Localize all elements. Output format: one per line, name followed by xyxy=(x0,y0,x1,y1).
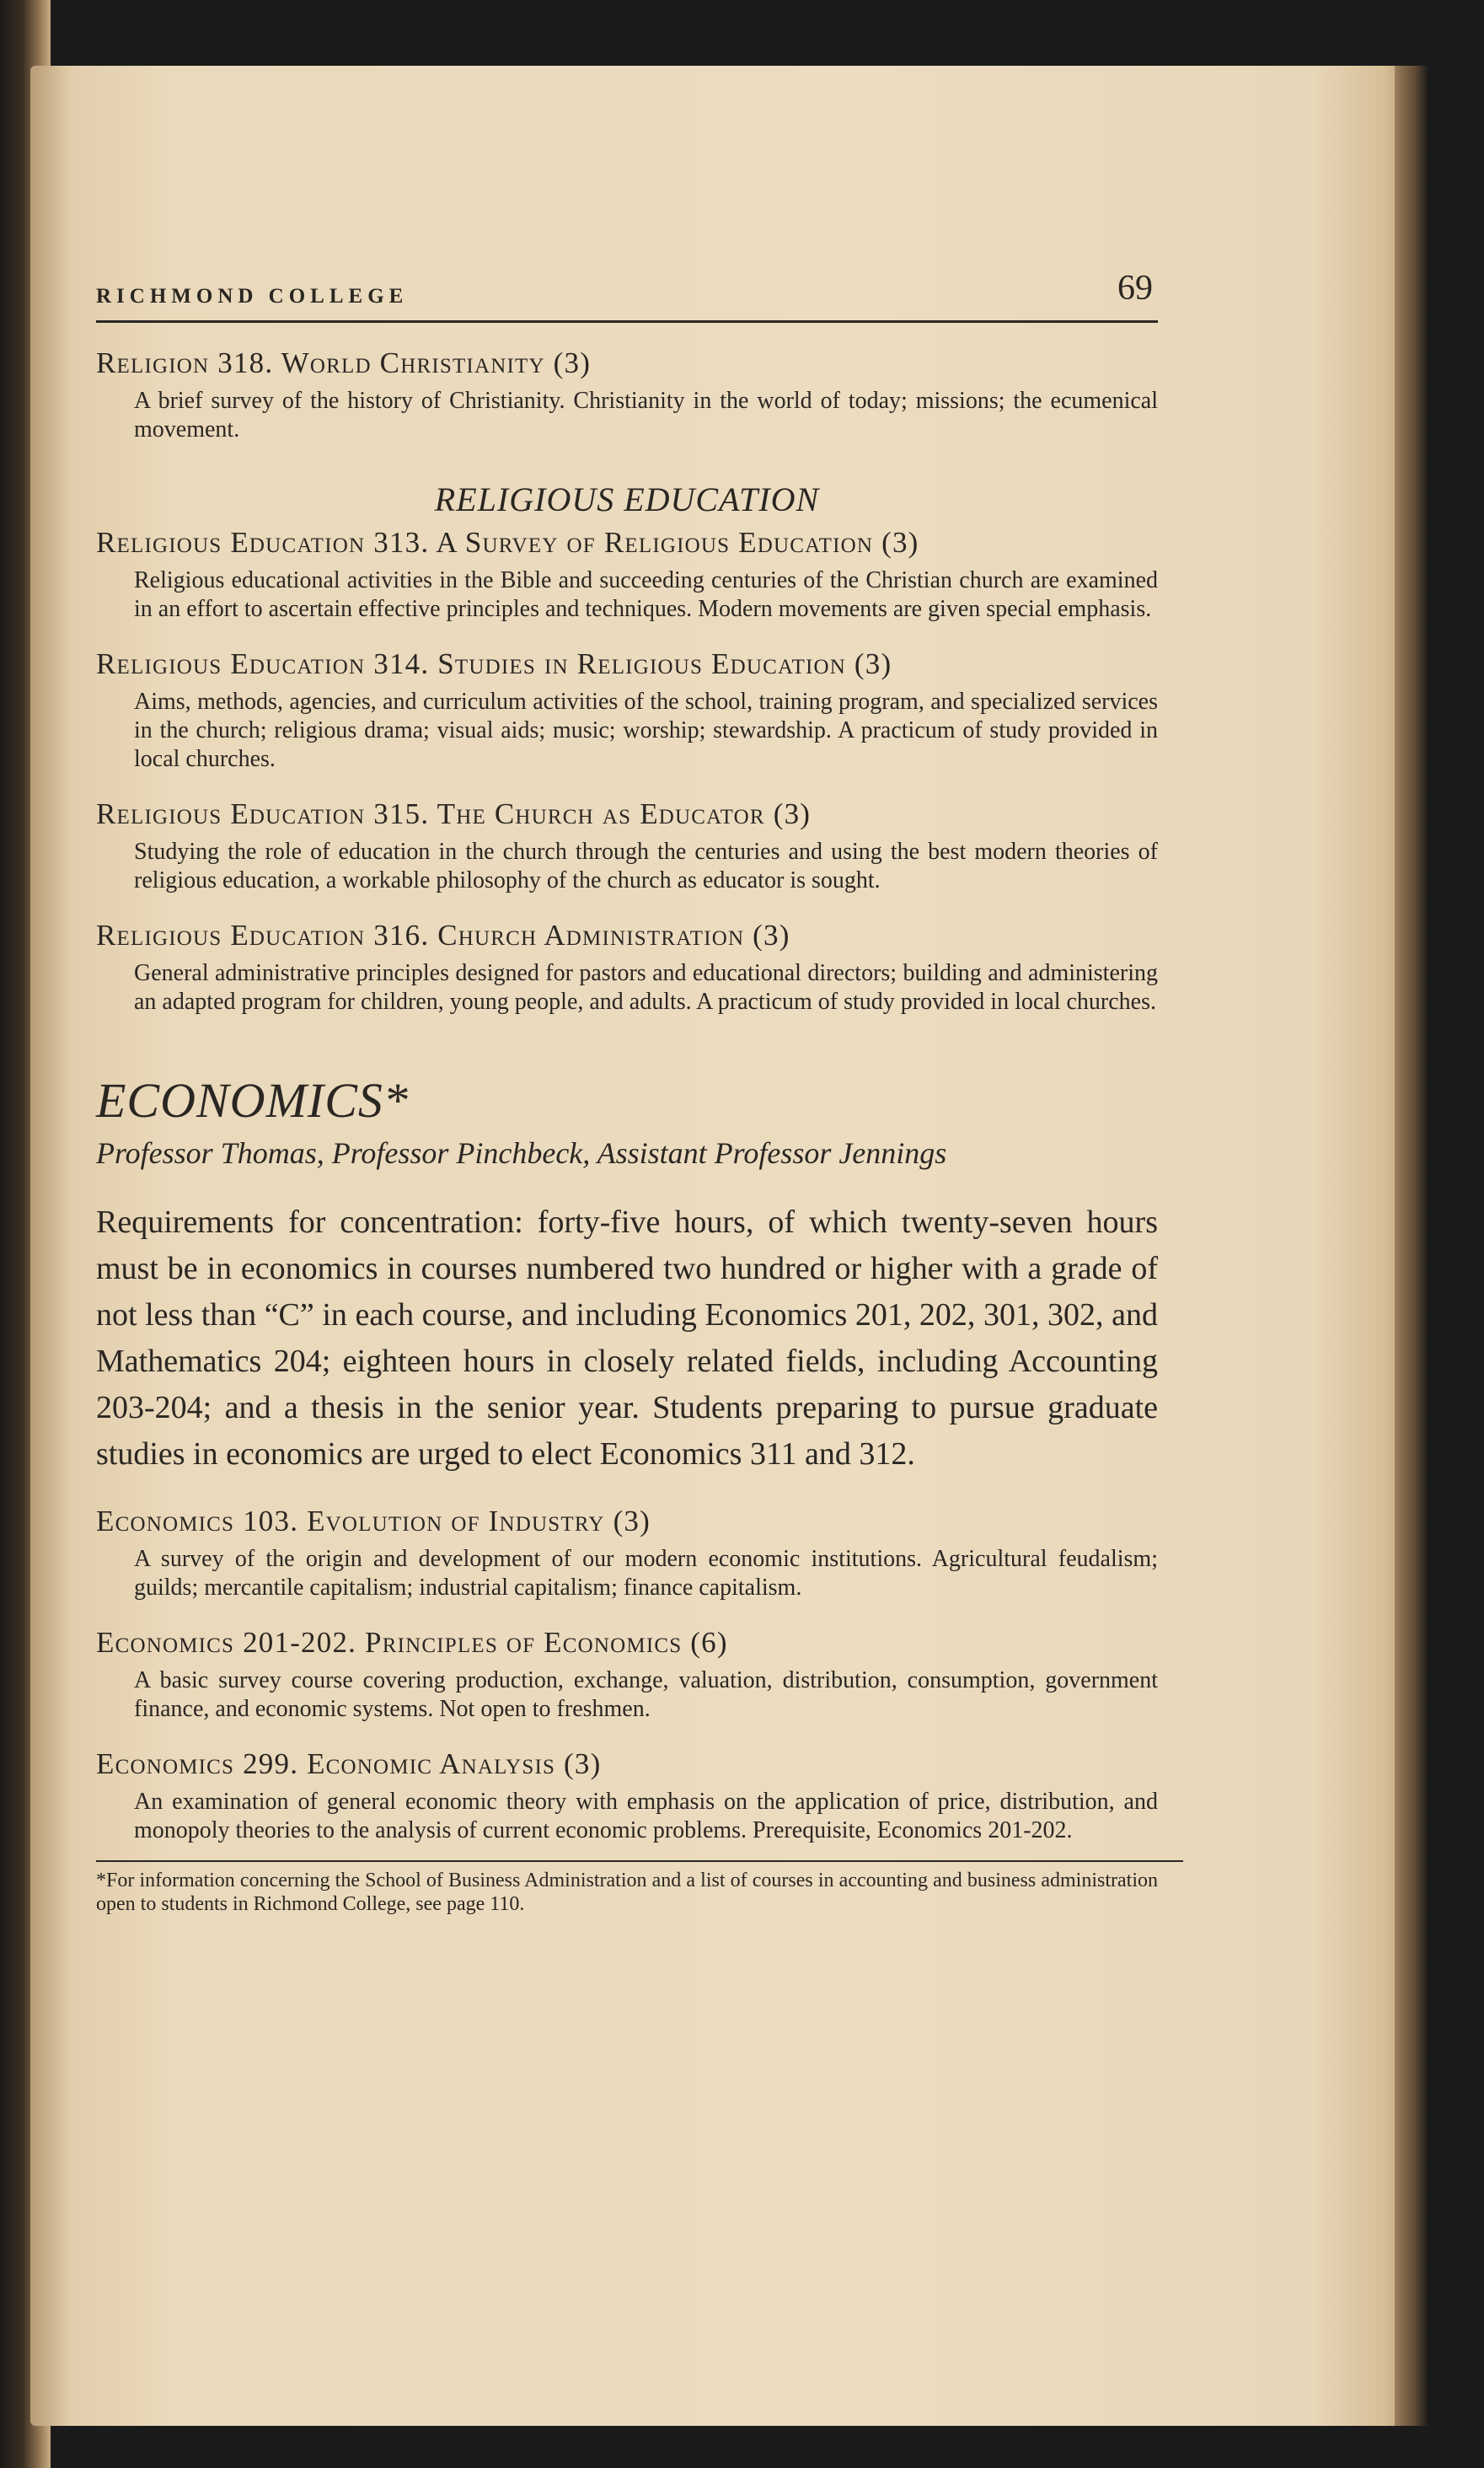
course-entry xyxy=(96,646,1158,774)
course-entry xyxy=(96,1746,1158,1845)
course-description: Aims, methods, agencies, and curriculum activities of the school, training program, and specialized services in the church; religious drama; visual aids; music; worship; stewardship. A practicum of study provided in local churches. xyxy=(134,689,1158,772)
course-title: Economics 201-202. Principles of Economics (6) xyxy=(96,1626,728,1659)
footnote-rule xyxy=(96,1860,1183,1862)
course-entry xyxy=(96,796,1158,895)
course-description: A brief survey of the history of Christianity. Christianity in the world of today; missions; the ecumenical movement. xyxy=(134,388,1158,443)
course-title: Economics 103. Evolution of Industry (3) xyxy=(96,1505,651,1537)
running-head: RICHMOND COLLEGE xyxy=(96,285,409,308)
course-title: Economics 299. Economic Analysis (3) xyxy=(96,1747,602,1780)
page-number: 69 xyxy=(1117,269,1153,308)
course-entry xyxy=(96,345,1158,444)
department-heading: ECONOMICS* xyxy=(96,1073,409,1128)
course-title: Religious Education 315. The Church as Educator (3) xyxy=(96,797,812,830)
faculty-list: Professor Thomas, Professor Pinchbeck, Assistant Professor Jennings xyxy=(96,1136,947,1170)
course-entry xyxy=(96,917,1158,1017)
footnote: *For information concerning the School of Business Administration and a list of courses in accounting and business administration open to students in Richmond College, see page 110. xyxy=(96,1870,1158,1915)
course-description: A survey of the origin and development of our modern economic institutions. Agricultural feudalism; guilds; mercantile capitalism; industrial capitalism; finance capitalism. xyxy=(134,1546,1158,1601)
course-title: Religion 318. World Christianity (3) xyxy=(96,346,592,379)
course-description: An examination of general economic theory with emphasis on the application of price, distribution, and monopoly theories to the analysis of current economic problems. Prerequisite, Economics 201-202. xyxy=(134,1789,1158,1843)
course-entry xyxy=(96,1503,1158,1602)
course-title: Religious Education 314. Studies in Religious Education (3) xyxy=(96,647,892,680)
page-header xyxy=(96,261,1158,323)
course-description: General administrative principles designed for pastors and educational directors; building and administering an adapted program for children, young people, and adults. A practicum of study provided in local churches. xyxy=(134,960,1158,1015)
concentration-requirements: Requirements for concentration: forty-five hours, of which twenty-seven hours must be in economics in courses numbered two hundred or higher with a grade of not less than “C” in each course, and including Economics 201, 202, 301, 302, and Mathematics 204; eighteen hours in closely related fields, including Accounting 203-204; and a thesis in the senior year. Students preparing to pursue graduate studies in economics are urged to elect Economics 311 and 312. xyxy=(96,1204,1158,1472)
course-title: Religious Education 316. Church Administration (3) xyxy=(96,919,790,952)
course-entry xyxy=(96,524,1158,624)
course-entry xyxy=(96,1624,1158,1724)
course-description: Studying the role of education in the church through the centuries and using the best modern theories of religious education, a workable philosophy of the church as educator is sought. xyxy=(134,839,1158,893)
page-content xyxy=(96,261,1158,1916)
course-description: Religious educational activities in the Bible and succeeding centuries of the Christian church are examined in an effort to ascertain effective principles and techniques. Modern movements are given special emphasis. xyxy=(134,567,1158,622)
course-title: Religious Education 313. A Survey of Religious Education (3) xyxy=(96,526,919,559)
course-description: A basic survey course covering production, exchange, valuation, distribution, consumption, government finance, and economic systems. Not open to freshmen. xyxy=(134,1667,1158,1722)
section-heading: RELIGIOUS EDUCATION xyxy=(434,480,820,518)
page-edge xyxy=(1395,66,1428,2426)
